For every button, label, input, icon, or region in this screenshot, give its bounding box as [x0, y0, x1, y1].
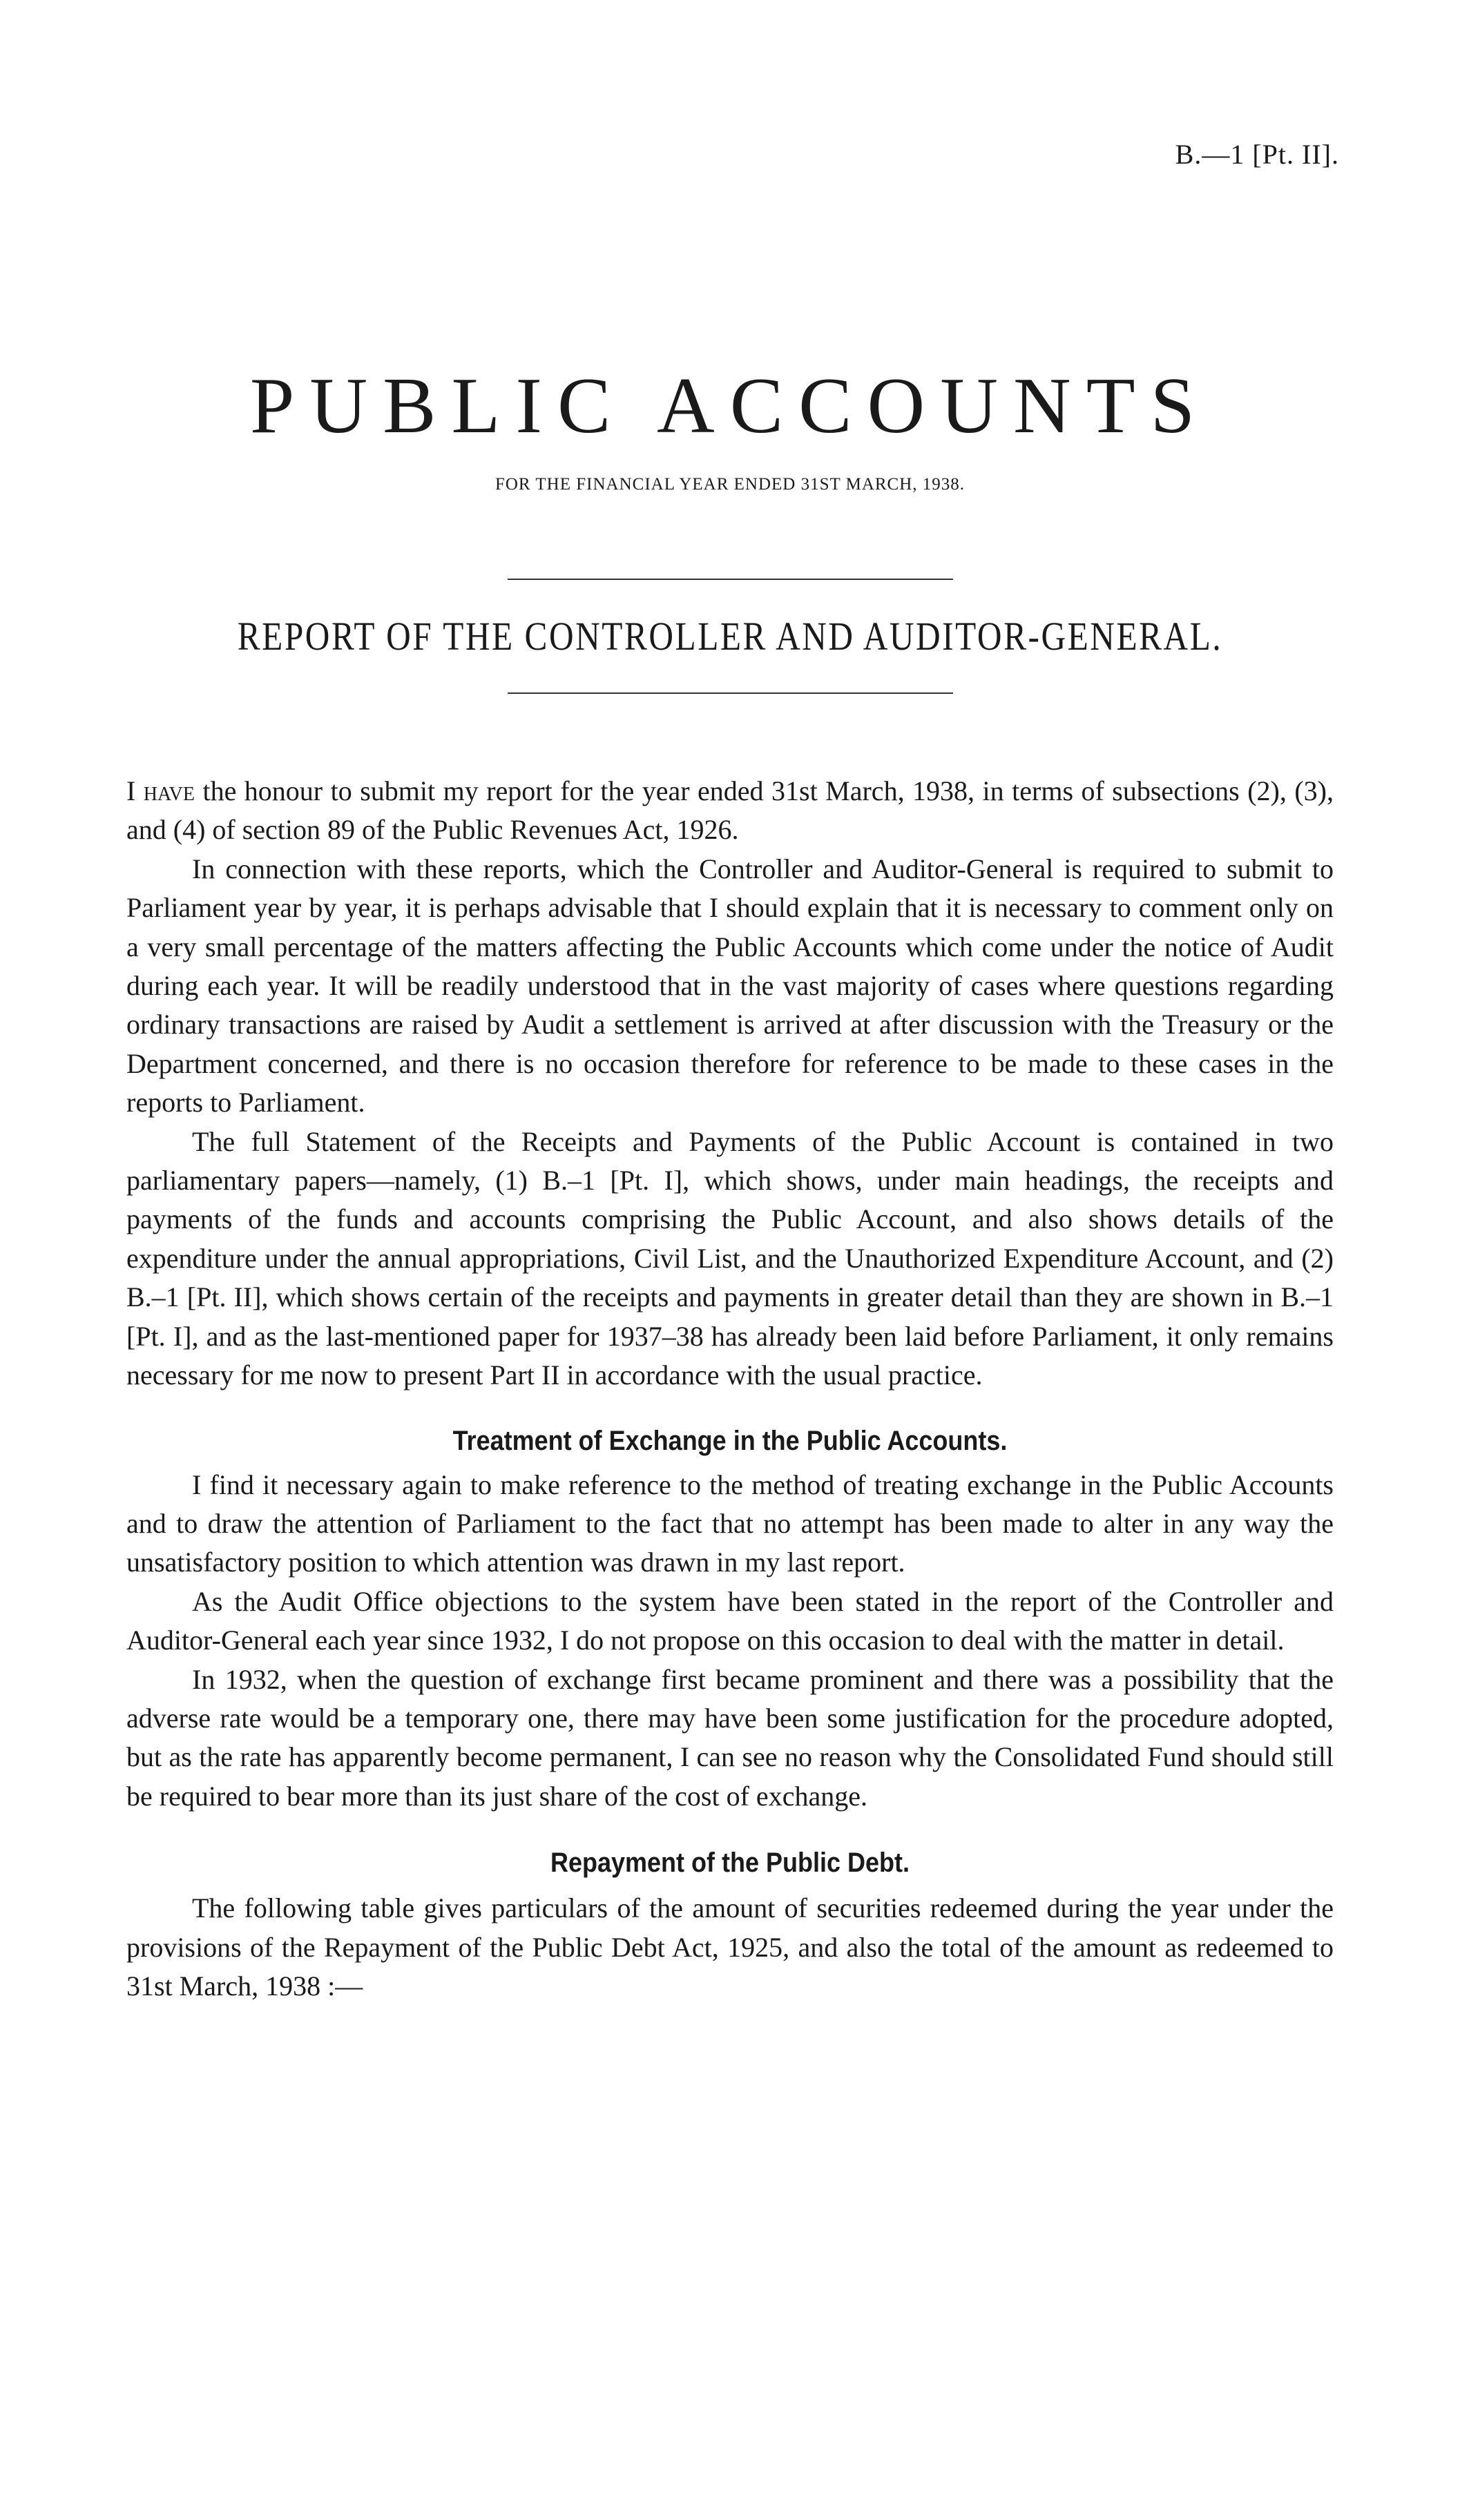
document-reference: B.—1 [Pt. II].	[1175, 139, 1339, 170]
opening-word: I have	[126, 775, 195, 806]
exchange-paragraph-3: In 1932, when the question of exchange first became prominent and there was a possibility that the adverse rate would be a temporary one, there may have been some justification for the procedure adopted, but as the rate has apparently become permanent, I can see no reason why the Consolidated Fund should still be required to bear more than its just share of the cost of exchange.	[126, 1663, 1334, 1812]
report-body	[126, 772, 1334, 2006]
exchange-paragraph-1: I find it necessary again to make reference to the method of treating exchange in the Public Accounts and to draw the attention of Parliament to the fact that no attempt has been made to alter in any way the unsatisfactory position to which attention was drawn in my last report.	[126, 1469, 1334, 1578]
subtitle: FOR THE FINANCIAL YEAR ENDED 31ST MARCH, 1938.	[494, 475, 966, 494]
debt-section-heading: Repayment of the Public Debt.	[550, 1848, 910, 1879]
exchange-section-heading: Treatment of Exchange in the Public Accounts.	[452, 1425, 1008, 1456]
divider-bottom	[508, 692, 953, 694]
report-heading: REPORT OF THE CONTROLLER AND AUDITOR-GENERAL.	[237, 614, 1223, 659]
debt-paragraph-1: The following table gives particulars of the amount of securities redeemed during the year under the provisions of the Repayment of the Public Debt Act, 1925, and also the total of the amount as redeemed to 31st March, 1938 :—	[126, 1892, 1334, 2002]
divider-top	[508, 579, 953, 580]
exchange-paragraph-2: As the Audit Office objections to the system have been stated in the report of the Controller and Auditor-General each year since 1932, I do not propose on this occasion to deal with the matter in detail.	[126, 1585, 1334, 1656]
main-title: PUBLIC ACCOUNTS	[249, 362, 1211, 450]
intro-paragraph-2: In connection with these reports, which the Controller and Auditor-General is required to submit to Parliament year by year, it is perhaps advisable that I should explain that it is necessary to comment only on a very small percentage of the matters affecting the Public Accounts which come under the notice of Audit during each year. It will be readily understood that in the vast majority of cases where questions regarding ordinary transactions are raised by Audit a settlement is arrived at after discussion with the Treasury or the Department concerned, and there is no occasion therefore for reference to be made to these cases in the reports to Parliament.	[126, 853, 1334, 1118]
intro-paragraph-3: The full Statement of the Receipts and Payments of the Public Account is contained in two parliamentary papers—namely, (1) B.–1 [Pt. I], which shows, under main headings, the receipts and payments of the funds and accounts comprising the Public Account, and also shows details of the expenditure under the annual appropriations, Civil List, and the Unauthorized Expenditure Account, and (2) B.–1 [Pt. II], which shows certain of the receipts and payments in greater detail than they are shown in B.–1 [Pt. I], and as the last-mentioned paper for 1937–38 has already been laid before Parliament, it only remains necessary for me now to present Part II in accordance with the usual practice.	[126, 1125, 1334, 1391]
intro-paragraph-1-text: the honour to submit my report for the year ended 31st March, 1938, in terms of subsections (2), (3), and (4) of section 89 of the Public Revenues Act, 1926.	[126, 775, 1334, 846]
intro-paragraph-1	[126, 772, 1334, 850]
